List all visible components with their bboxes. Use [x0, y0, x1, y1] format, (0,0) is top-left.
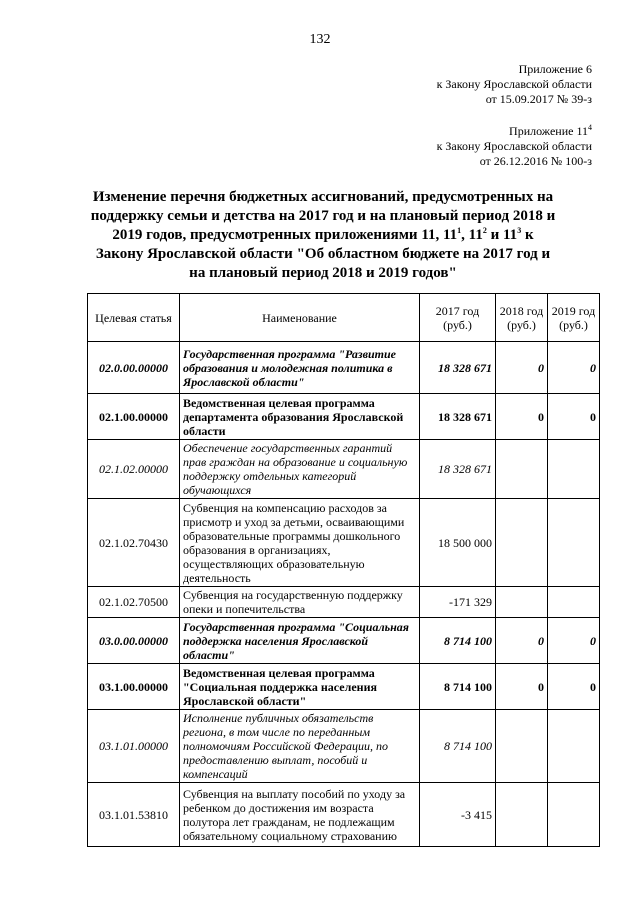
row-code: 03.1.00.00000	[88, 664, 180, 710]
appendix-ref-law: к Закону Ярославской области	[436, 139, 592, 153]
row-code: 02.0.00.00000	[88, 342, 180, 394]
table-row	[88, 342, 600, 394]
header-2017: 2017 год (руб.)	[420, 294, 496, 342]
row-amount-2018: 0	[496, 394, 548, 440]
row-amount-2018	[496, 499, 548, 587]
row-amount-2017: 18 328 671	[420, 440, 496, 499]
row-amount-2017: -171 329	[420, 587, 496, 618]
row-code: 03.0.00.00000	[88, 618, 180, 664]
row-amount-2019	[548, 783, 600, 847]
row-amount-2019	[548, 499, 600, 587]
title-part-3: и 11	[486, 227, 518, 243]
page-number: 132	[309, 32, 331, 47]
table-header-row	[88, 294, 600, 342]
table-row	[88, 710, 600, 783]
table-row	[88, 618, 600, 664]
title-sup-2: 2	[482, 226, 487, 235]
row-amount-2019: 0	[548, 394, 600, 440]
appendix-ref-title-sup: 4	[588, 123, 592, 132]
appendix-main-header	[437, 62, 592, 107]
row-amount-2017: 18 500 000	[420, 499, 496, 587]
row-name: Ведомственная целевая программа департамента образования Ярославской области	[180, 394, 420, 440]
title-part-4: к Закону Ярославской области "Об областном бюджете на 2017 год и на плановый период 2018 и 2019 годов"	[95, 227, 551, 281]
table-row	[88, 783, 600, 847]
appendix-main-date: от 15.09.2017 № 39-з	[485, 92, 592, 106]
row-amount-2019	[548, 587, 600, 618]
appendix-ref-header	[437, 124, 592, 169]
row-amount-2019: 0	[548, 342, 600, 394]
row-amount-2018	[496, 710, 548, 783]
row-amount-2018	[496, 587, 548, 618]
row-code: 02.1.02.00000	[88, 440, 180, 499]
row-code: 02.1.02.70430	[88, 499, 180, 587]
row-name: Исполнение публичных обязательств региона, в том числе по переданным полномочиям Российской Федерации, по предоставлению выплат, пособий и компенсаций	[180, 710, 420, 783]
appendix-ref-date: от 26.12.2016 № 100-з	[479, 154, 592, 168]
row-amount-2017: 18 328 671	[420, 342, 496, 394]
table-row	[88, 440, 600, 499]
row-amount-2017: 8 714 100	[420, 710, 496, 783]
title-sup-1: 1	[457, 226, 462, 235]
row-amount-2017: 18 328 671	[420, 394, 496, 440]
row-name: Государственная программа "Развитие образования и молодежная политика в Ярославской области"	[180, 342, 420, 394]
title-part-1: Изменение перечня бюджетных ассигнований, предусмотренных на поддержку семьи и детства на 2017 год и на плановый период 2018 и 2019 годов, предусмотренных приложениями 11, 11	[90, 189, 556, 243]
document-title	[88, 188, 558, 283]
row-name: Ведомственная целевая программа "Социальная поддержка населения Ярославской области"	[180, 664, 420, 710]
row-code: 02.1.00.00000	[88, 394, 180, 440]
table-row	[88, 394, 600, 440]
row-amount-2018: 0	[496, 342, 548, 394]
header-name: Наименование	[180, 294, 420, 342]
table-row	[88, 499, 600, 587]
row-name: Государственная программа "Социальная поддержка населения Ярославской области"	[180, 618, 420, 664]
row-code: 03.1.01.00000	[88, 710, 180, 783]
row-amount-2019: 0	[548, 618, 600, 664]
row-amount-2018: 0	[496, 618, 548, 664]
row-amount-2018	[496, 783, 548, 847]
appendix-main-title: Приложение 6	[518, 62, 592, 76]
table-row	[88, 587, 600, 618]
row-code: 02.1.02.70500	[88, 587, 180, 618]
header-2018: 2018 год (руб.)	[496, 294, 548, 342]
row-amount-2018: 0	[496, 664, 548, 710]
row-amount-2017: 8 714 100	[420, 618, 496, 664]
appendix-main-law: к Закону Ярославской области	[436, 77, 592, 91]
title-sup-3: 3	[517, 226, 522, 235]
row-name: Субвенция на выплату пособий по уходу за ребенком до достижения им возраста полутора лет гражданам, не подлежащим обязательному социальному страхованию	[180, 783, 420, 847]
row-name: Обеспечение государственных гарантий прав граждан на образование и социальную поддержку отдельных категорий обучающихся	[180, 440, 420, 499]
row-amount-2019	[548, 440, 600, 499]
row-name: Субвенция на компенсацию расходов за присмотр и уход за детьми, осваивающими образовательные программы дошкольного образования в организациях, осуществляющих образовательную деятельность	[180, 499, 420, 587]
row-amount-2019: 0	[548, 664, 600, 710]
budget-table	[87, 293, 600, 847]
row-amount-2017: -3 415	[420, 783, 496, 847]
appendix-ref-title	[437, 124, 592, 139]
table-row	[88, 664, 600, 710]
row-name: Субвенция на государственную поддержку опеки и попечительства	[180, 587, 420, 618]
appendix-ref-title-text: Приложение 11	[509, 124, 588, 138]
row-amount-2018	[496, 440, 548, 499]
header-2019: 2019 год (руб.)	[548, 294, 600, 342]
row-amount-2017: 8 714 100	[420, 664, 496, 710]
header-code: Целевая статья	[88, 294, 180, 342]
row-code: 03.1.01.53810	[88, 783, 180, 847]
table-body	[88, 342, 600, 847]
title-part-2: , 11	[461, 227, 483, 243]
row-amount-2019	[548, 710, 600, 783]
